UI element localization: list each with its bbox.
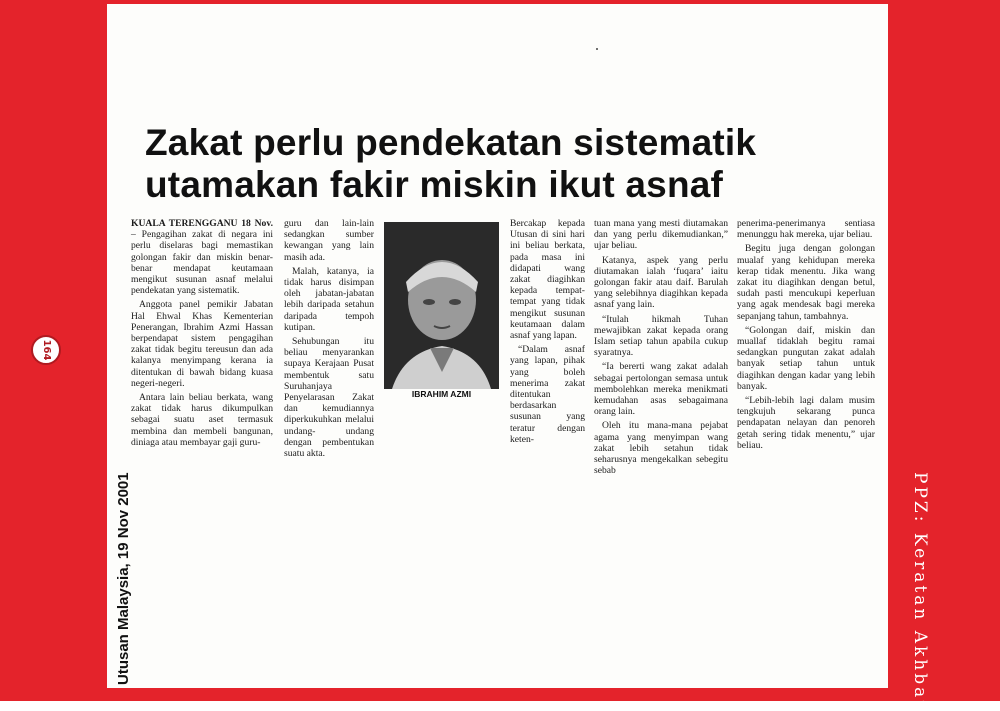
portrait-image [384, 222, 499, 389]
print-speck [596, 48, 598, 50]
source-label: Utusan Malaysia, 19 Nov 2001 [115, 472, 132, 685]
paragraph: Anggota panel pemikir Jabatan Hal Ehwal Khas Kementerian Penerangan, Ibrahim Azmi Hassan berpendapat sistem pengagihan zakat tidak begitu tereusun dan ada kalanya menyimpang kerana ia ditentukan di bawah bidang kuasa negeri-negeri. [131, 299, 273, 389]
headline-line-2: utamakan fakir miskin ikut asnaf [145, 164, 724, 205]
paragraph: penerima-penerimanya sentiasa menunggu hak mereka, ujar beliau. [737, 218, 875, 241]
frame-bottom [0, 688, 1000, 701]
headline-line-1: Zakat perlu pendekatan sistematik [145, 122, 757, 163]
paragraph: Malah, katanya, ia tidak harus disimpan oleh jabatan-jabatan lebih daripada setahun daripada tempoh kutipan. [284, 265, 374, 333]
paragraph: guru dan lain-lain sedangkan sumber kewangan yang lain masih ada. [284, 218, 374, 263]
paragraph: Begitu juga dengan golongan mualaf yang kehidupan mereka kerap tidak menentu. Jika wang zakat itu diagihkan dengan betul, sudah pasti mencukupi keperluan yang agak mendesak bagi mereka sepanjang tahun, tambahnya. [737, 243, 875, 322]
paragraph-text: – Pengagihan zakat di negara ini perlu diselaras bagi memastikan golongan fakir dan miskin benar-benar mendapat keutamaan mengikut susunan asnaf melalui pendekatan yang sistematik. [131, 229, 273, 297]
headline [145, 122, 885, 206]
side-title: PPZ: Keratan Akhbar [910, 472, 930, 711]
article-column-4 [594, 218, 728, 479]
page-number-badge: 164 [31, 335, 61, 365]
article-column-2 [284, 218, 374, 462]
paragraph: Sehubungan itu beliau menyarankan supaya Kerajaan Pusat membentuk satu Suruhanjaya Penyelarasan Zakat dan kemudiannya diperkukuhkan melalui undang- undang dengan pembentukan suatu akta. [284, 336, 374, 460]
paragraph: “Ia bererti wang zakat adalah sebagai pertolongan semasa untuk membolehkan mereka menikmati kemudahan asas sebagaimana orang lain. [594, 361, 728, 418]
article-column-3 [510, 218, 585, 448]
photo-caption: IBRAHIM AZMI [384, 389, 499, 400]
paragraph: Antara lain beliau berkata, wang zakat tidak harus dikumpulkan sebagai suatu aset termasuk membina dan membeli bangunan, diniaga atau membayar gaji guru- [131, 392, 273, 448]
paragraph: “Dalam asnaf yang lapan, pihak yang boleh menerima zakat ditentukan berdasarkan susunan yang teratur dengan keten- [510, 344, 585, 445]
portrait-photo [384, 222, 499, 389]
paragraph: “Golongan daif, miskin dan muallaf tidaklah begitu ramai sedangkan pungutan zakat adalah banyak setiap tahun untuk diagihkan dengan kadar yang lebih banyak. [737, 324, 875, 392]
paragraph [131, 218, 273, 296]
article-column-1 [131, 218, 273, 451]
paragraph: tuan mana yang mesti diutamakan dan yang perlu dikemudiankan,” ujar beliau. [594, 218, 728, 252]
paragraph: Bercakap kepada Utusan di sini hari ini beliau berkata, pada masa ini didapati wang zakat diagihkan kepada tempat-tempat yang tidak mengikut susunan keutamaan dalam asnaf yang lapan. [510, 218, 585, 342]
article-column-5 [737, 218, 875, 454]
dateline: KUALA TERENGGANU 18 Nov. [131, 218, 273, 229]
paragraph: “Lebih-lebih lagi dalam musim tengkujuh sekarang punca pendapatan nelayan dan penoreh getah sering tidak menentu,” ujar beliau. [737, 395, 875, 451]
paragraph: “Itulah hikmah Tuhan mewajibkan zakat kepada orang Islam setiap tahun apabila cukup syaratnya. [594, 313, 728, 359]
paragraph: Oleh itu mana-mana pejabat agama yang menyimpan wang zakat lebih setahun tidak seharusnya mengekalkan sebegitu sebab [594, 420, 728, 477]
paragraph: Katanya, aspek yang perlu diutamakan ialah ‘fuqara’ iaitu golongan fakir atau daif. Barulah yang selebihnya diagihkan kepada asnaf yang lain. [594, 254, 728, 311]
frame-right [888, 0, 1000, 701]
